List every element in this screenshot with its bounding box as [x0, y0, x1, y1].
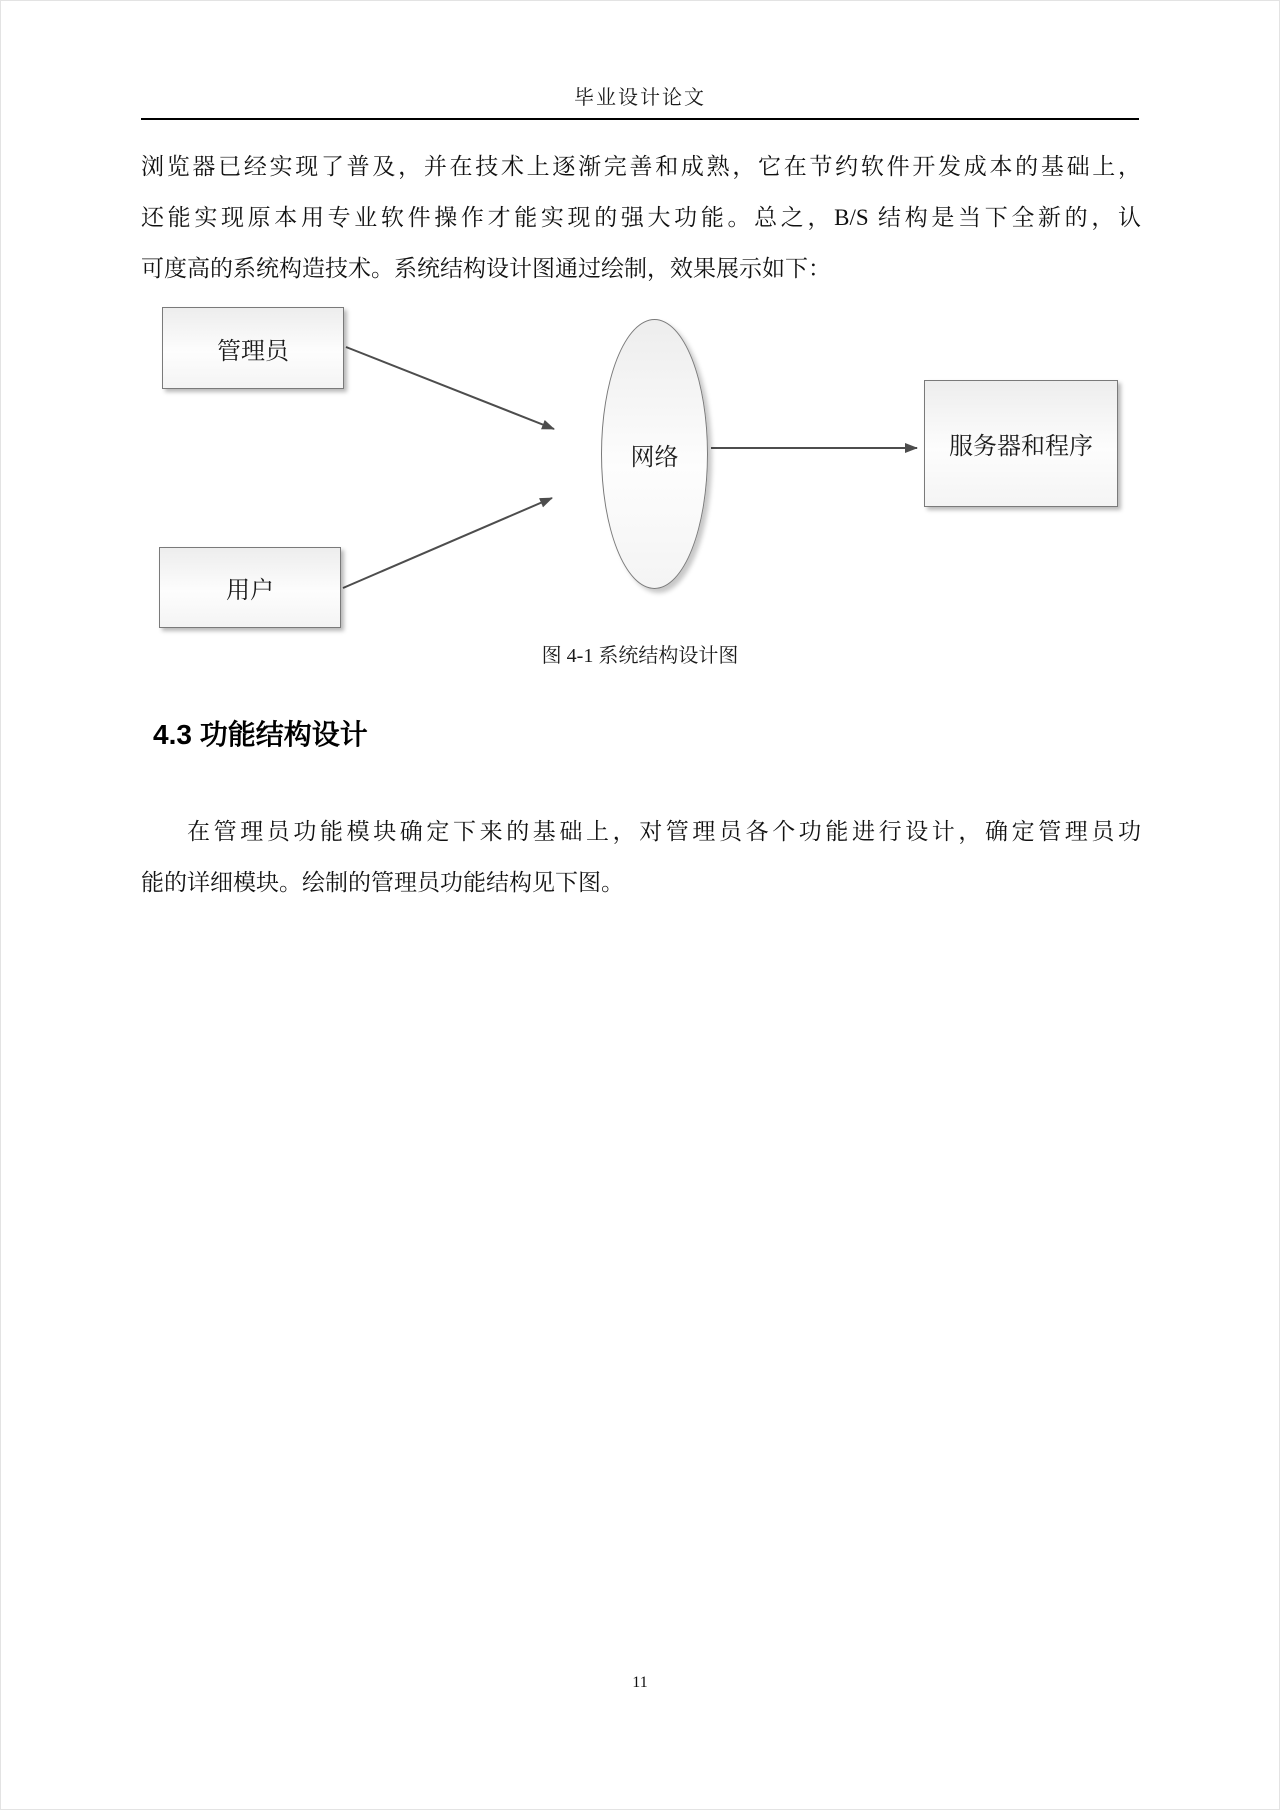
node-server-label: 服务器和程序 [949, 433, 1093, 460]
figure-caption: 图 4-1 系统结构设计图 [541, 645, 739, 667]
text-line: 在管理员功能模块确定下来的基础上，对管理员各个功能进行设计，确定管理员功 [187, 819, 1141, 844]
arrow-admin-to-network [346, 347, 554, 429]
text-line: 可度高的系统构造技术。系统结构设计图通过绘制，效果展示如下： [141, 256, 831, 281]
node-user-label: 用户 [226, 577, 274, 604]
text-line: 能的详细模块。绘制的管理员功能结构见下图。 [141, 870, 624, 895]
node-server [924, 380, 1118, 507]
header-title: 毕业设计论文 [574, 87, 706, 109]
arrow-user-to-network [343, 498, 552, 588]
paragraph-function-design [141, 806, 1141, 908]
node-admin-label: 管理员 [217, 337, 289, 365]
text-line: 浏览器已经实现了普及，并在技术上逐渐完善和成熟，它在节约软件开发成本的基础上， [141, 154, 1141, 179]
node-network-label: 网络 [630, 443, 679, 471]
paragraph-intro [141, 141, 1141, 294]
node-user [159, 547, 341, 628]
node-admin [162, 307, 344, 389]
text-line: 还能实现原本用专业软件操作才能实现的强大功能。总之，B/S 结构是当下全新的，认 [141, 205, 1141, 230]
figure-4-1-diagram [1, 301, 1280, 641]
section-heading: 4.3 功能结构设计 [153, 719, 368, 750]
page-number: 11 [632, 1674, 648, 1691]
page-header [141, 85, 1139, 120]
node-network [601, 319, 708, 589]
